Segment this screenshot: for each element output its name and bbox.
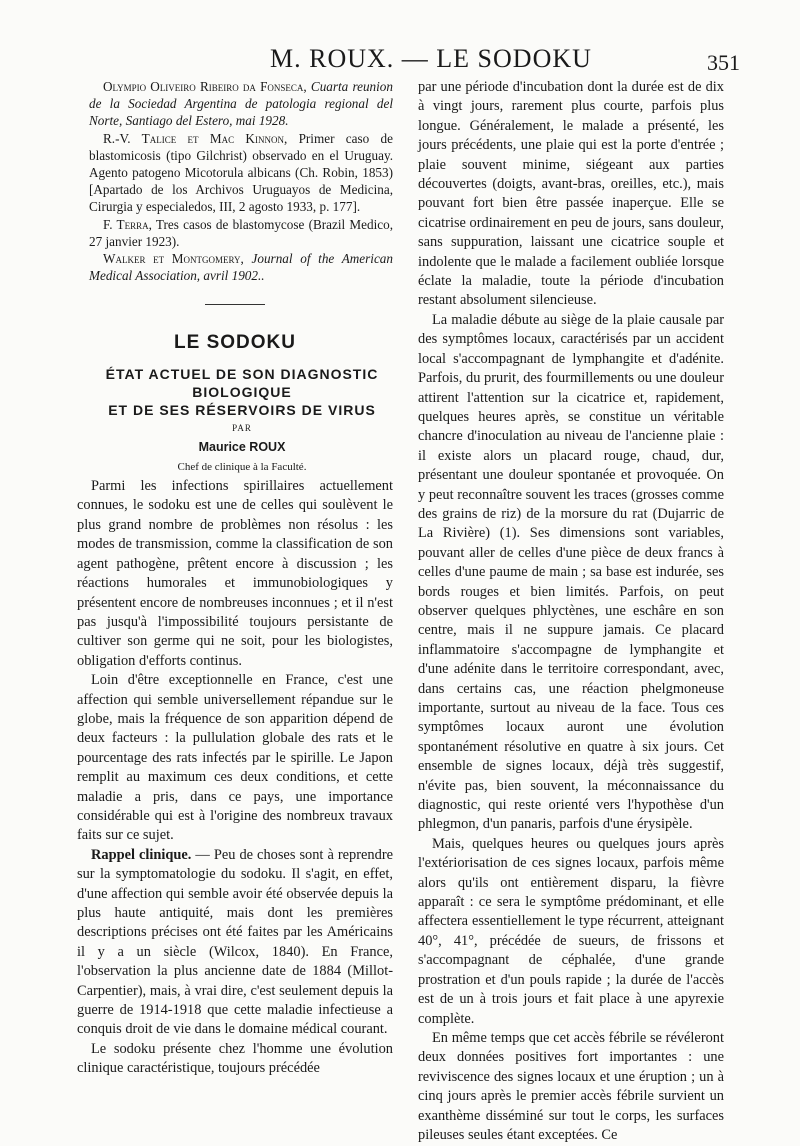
- author-name: Maurice ROUX: [198, 440, 286, 455]
- reference-author: Olympio Oliveiro Ribeiro da Fonseca,: [103, 79, 307, 94]
- body-paragraph: Parmi les infections spirillaires actuellement connues, le sodoku est une de celles qui soulèvent le plus grand nombre de problèmes non résolus : les modes de transmission, comme la classification de son agent pathogène, prêtent encore à discussion ; les réactions humorales et immunobiologiques y présentent encore de nombreuses inconnues ; et il n'est pas jusqu'à l'impossibilité toujours persistante de cultiver son germe qui ne soit, pour les biologistes, obligation d'efforts continus.: [77, 478, 393, 669]
- left-column: [77, 78, 393, 1079]
- body-paragraph: La maladie débute au siège de la plaie causale par des symptômes locaux, caractérisés par un accident local s'accompagnant de lymphangite et d'adénite. Parfois, du prurit, des fourmillements ou une douleur attirent l'attention sur la cicatrice et, rapidement, quelques heures après, se constitue un véritable chancre d'inoculation au niveau de l'ancienne plaie : il existe alors un placard rouge, chaud, dur, présentant une douleur spontanée et provoquée. On y peut reconnaître souvent les traces (grosses comme des grains de riz) de la morsure du rat (Dujarric de La Rivière) (1). Ses dimensions sont variables, pouvant aller de celles d'une pièce de deux francs à celles d'une paume de main ; sa base est indurée, ses bords rouges et bien limités. Parfois, on peut observer quelques phlyctènes, une eschâre en son centre, mais il ne suppure jamais. Ce placard inflammatoire s'accompagne de lymphangite et d'une adénite dans le territoire correspondant, avec, dans certains cas, une réaction phelgmoneuse importante, surtout au niveau de la face. Tous ces symptômes locaux auront une évolution spontanément résolutive en quatre à six jours. Cet ensemble de signes locaux, déjà très suggestif, n'évite pas, bien souvent, la méconnaissance du diagnostic, qui reste orienté vers l'hypothèse d'un phlegmon, d'un panaris, parfois d'une érysipèle.: [418, 311, 724, 833]
- reference-author: F. Terra,: [103, 216, 152, 232]
- reference-text: Journal of the American Medical Association, avril 1902..: [89, 251, 393, 284]
- article-subtitle: ÉTAT ACTUEL DE SON DIAGNOSTIC: [105, 365, 379, 382]
- body-paragraph: [77, 846, 393, 1040]
- body-paragraph: En même temps que cet accès fébrile se révéleront deux données positives fort importantes : une reviviscence des signes locaux et une éruption ; un à cinq jours après le premier accès fébrile survient un exanthème disséminé sur tout le corps, les surfaces pileuses seules étant exceptées. Ce: [418, 1029, 724, 1143]
- reference-text: Tres casos de blastomycose (Brazil Medico, 27 janvier 1923).: [89, 216, 393, 249]
- article-subtitle: ET DE SES RÉSERVOIRS DE VIRUS: [108, 401, 376, 418]
- byline-par: PAR: [232, 422, 252, 433]
- body-paragraph: Loin d'être exceptionnelle en France, c'est une affection qui semble universellement répandue sur le globe, mais la fréquence de son apparition dépend de deux facteurs : la pullulation globale des rats et le pourcentage des rats infectés par le spirille. Le Japon remplit au maximum ces deux conditions, et cette maladie a pris, dans ce pays, une importance considérable qui est à l'origine des nombreux travaux faits sur ce sujet.: [77, 672, 393, 844]
- reference-text: Primer caso de blastomicosis (tipo Gilchrist) observado en el Uruguay. Agento patogeno Micotorula albicans (Ch. Robin, 1853) [Apartado de los Archivos Uruguayos de Medicina, Cirurgia y especialedos, III, 2 agosto 1933, p. 177].: [89, 130, 393, 215]
- section-heading: Rappel clinique.: [91, 846, 192, 863]
- body-paragraph: Mais, quelques heures ou quelques jours après l'extériorisation de ces signes locaux, parfois même alors qu'ils ont entièrement disparu, la fièvre apparaît : ce sera le symptôme prédominant, et elle affectera essentiellement le type récurrent, atteignant 40°, 41°, précédée de sueurs, de frissons et s'accompagnant de céphalée, d'une grande prostration et d'un pouls rapide ; la durée de l'accès est de un à trois jours et fait place à une apyrexie complète.: [418, 835, 724, 1027]
- reference-item: [77, 250, 393, 284]
- body-paragraph: Le sodoku présente chez l'homme une évolution clinique caractéristique, toujours précédée: [77, 1040, 393, 1077]
- reference-item: [77, 130, 393, 216]
- reference-author: Walker et Montgomery,: [103, 251, 244, 267]
- reference-text: Cuarta reunion de la Sociedad Argentina de patologia regional del Norte, Santiago del Estero, mai 1928.: [89, 79, 393, 129]
- section-text: — Peu de choses sont à reprendre sur la symptomatologie du sodoku. Il s'agit, en effet, d'une affection qui semble avoir été observée depuis la plus haute antiquité, mais dont les premières descriptions précises ont été faites par les Américains il y a un siècle (Wilcox, 1840). En France, l'observation la plus ancienne date de 1884 (Millot-Carpentier), mais, à vrai dire, c'est seulement depuis la guerre de 1914-1918 que cette maladie infectieuse a conquis droit de vie dans le domaine médical courant.: [77, 846, 393, 1038]
- running-title: M. ROUX. — LE SODOKU: [270, 44, 592, 73]
- section-divider: [205, 304, 265, 305]
- reference-item: [77, 78, 393, 130]
- reference-author: R.-V. Talice et Mac Kinnon,: [103, 130, 288, 146]
- page-number: 351: [707, 50, 740, 75]
- article-subtitle: BIOLOGIQUE: [192, 383, 292, 400]
- reference-item: [77, 216, 393, 250]
- right-column: [418, 78, 724, 1145]
- author-affiliation: Chef de clinique à la Faculté.: [177, 460, 307, 473]
- article-title: LE SODOKU: [174, 332, 296, 354]
- body-paragraph: par une période d'incubation dont la durée est de dix à vingt jours, rarement plus courte, parfois plus longue. Généralement, le malade a présenté, les jours précédents, une plaie qui est la porte d'entrée ; plaie souvent minime, siégeant aux parties découvertes (doigts, avant-bras, oreilles, etc.), mais pouvant fort bien être passée inaperçue. Elle se cicatrise ordinairement en peu de jours, sans douleur, sans suppuration, laissant une cicatrice souple et indolente que le malade a facilement oubliée lorsque éclate la maladie, toute la période d'incubation restant absolument silencieuse.: [418, 79, 724, 309]
